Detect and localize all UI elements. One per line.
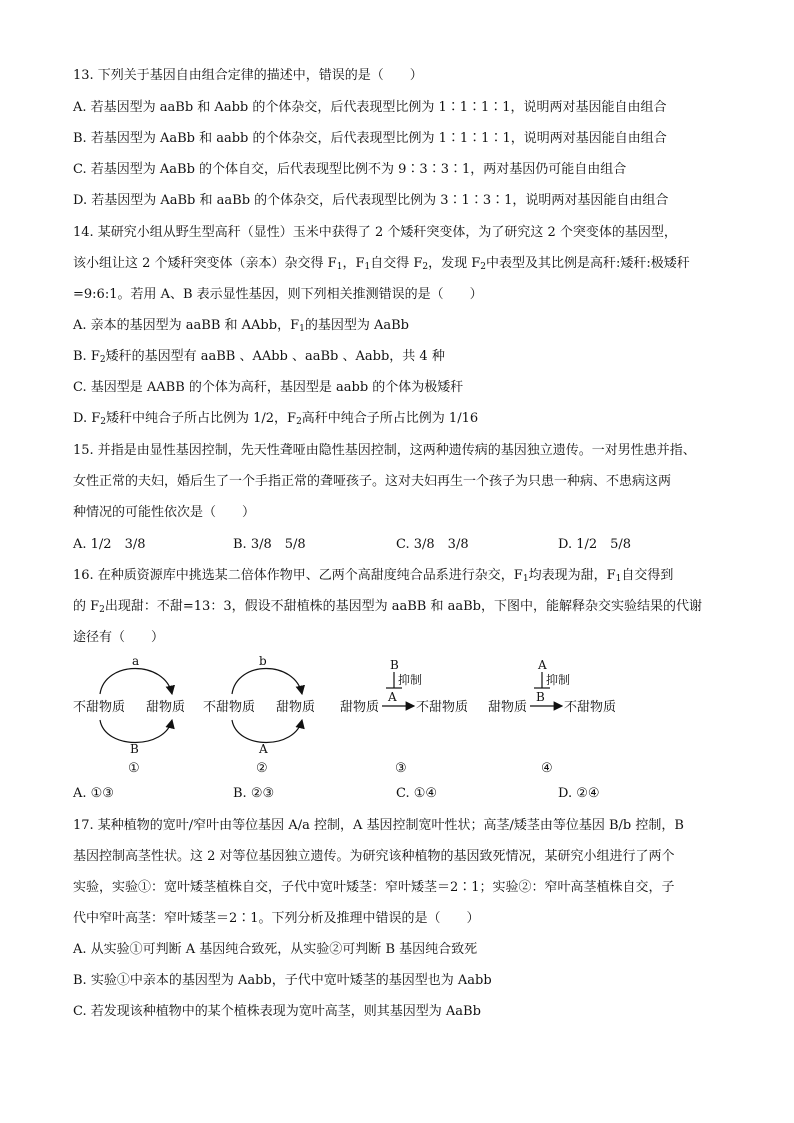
q16-option-a: A. ①③ <box>73 786 114 801</box>
q16-stem-line1 <box>73 567 673 585</box>
pathway-1-top-gene: a <box>132 654 140 668</box>
q14-stem-line3: =9:6:1。若用 A、B 表示显性基因，则下列相关推测错误的是（ ） <box>73 287 483 302</box>
pathway-2-left-substance: 不甜物质 <box>203 700 256 715</box>
q14-text: ，F <box>342 256 365 271</box>
pathway-2-bottom-gene: A <box>259 742 268 756</box>
pathway-1-left-substance: 不甜物质 <box>73 700 126 715</box>
q17-option-b: B. 实验①中亲本的基因型为 Aabb，子代中宽叶矮茎的基因型也为 Aabb <box>73 973 492 988</box>
pathway-4-label: ④ <box>541 761 553 776</box>
pathway-2 <box>203 654 315 776</box>
pathway-3-inhibitor-gene: B <box>390 658 399 672</box>
q17-option-c: C. 若发现该种植物中的某个植株表现为宽叶高茎，则其基因型为 AaBb <box>73 1004 481 1019</box>
q14-text: 高秆中纯合子所占比例为 1/16 <box>301 411 479 426</box>
q16-stem-line3: 途径有（ ） <box>73 630 165 645</box>
pathway-4-inhibitor-gene: A <box>538 658 547 672</box>
q16-text: 均表现为甜，F <box>528 568 616 583</box>
q13-option-d: D. 若基因型为 AaBb 和 aaBb 的个体杂交，后代表现型比例为 3∶1∶3∶1，说明两对基因能自由组合 <box>73 193 669 208</box>
q13-option-b: B. 若基因型为 AaBb 和 aabb 的个体杂交，后代表现型比例为 1∶1∶1∶1，说明两对基因能自由组合 <box>73 131 667 146</box>
subscript: 2 <box>99 605 105 615</box>
q17-option-a: A. 从实验①可判断 A 基因纯合致死，从实验②可判断 B 基因纯合致死 <box>73 942 478 957</box>
q16-text: 自交得到 <box>621 568 674 583</box>
q14-option-a <box>73 317 409 335</box>
pathway-4-enzyme-gene: B <box>536 690 545 704</box>
pathway-1-bottom-arrow <box>100 720 172 743</box>
pathway-4-right-substance: 不甜物质 <box>564 700 617 715</box>
subscript: 1 <box>299 324 305 334</box>
subscript: 1 <box>615 574 622 584</box>
q14-text: 矮秆的基因型有 aaBB 、AAbb 、aaBb 、Aabb，共 4 种 <box>105 349 445 364</box>
q14-text: D. F <box>73 411 101 426</box>
q17-stem-line1: 17. 某种植物的宽叶/窄叶由等位基因 A/a 控制，A 基因控制宽叶性状；高茎/矮茎由等位基因 B/b 控制，B <box>73 818 684 833</box>
q14-text: B. F <box>73 349 100 364</box>
q15-option-a: A. 1/2 3/8 <box>73 537 146 552</box>
q14-option-d <box>73 410 478 428</box>
metabolic-pathway-diagram <box>60 650 660 780</box>
pathway-2-top-arrow <box>232 669 302 695</box>
q14-text: ，发现 F <box>428 256 481 271</box>
q14-stem-line2 <box>73 255 690 273</box>
pathway-2-top-gene: b <box>259 654 267 668</box>
q14-stem-line1: 14. 某研究小组从野生型高秆（显性）玉米中获得了 2 个矮秆突变体，为了研究这 2 个突变体的基因型， <box>73 225 677 240</box>
pathway-1 <box>73 654 185 776</box>
q14-text: A. 亲本的基因型为 aaBB 和 AAbb，F <box>73 318 300 333</box>
pathway-1-right-substance: 甜物质 <box>146 700 186 715</box>
pathway-3-inhibit-text: 抑制 <box>398 673 423 687</box>
q16-stem-line2 <box>73 598 702 616</box>
pathway-1-top-arrow <box>100 669 172 695</box>
q17-stem-line2: 基因控制高茎性状。这 2 对等位基因独立遗传。为研究该种植物的基因致死情况，某研究小组进行了两个 <box>73 849 675 864</box>
pathway-2-bottom-arrow <box>232 720 302 743</box>
pathway-2-right-substance: 甜物质 <box>276 700 316 715</box>
q17-stem-line3: 实验，实验①：宽叶矮茎植株自交，子代中宽叶矮茎：窄叶矮茎＝2∶1；实验②：窄叶高茎植株自交，子 <box>73 880 675 895</box>
pathway-4 <box>488 658 616 776</box>
subscript: 2 <box>100 417 106 427</box>
q16-option-c: C. ①④ <box>396 786 438 801</box>
q15-option-d: D. 1/2 5/8 <box>558 537 632 552</box>
pathway-4-left-substance: 甜物质 <box>488 700 528 715</box>
q14-text: 矮秆中纯合子所占比例为 1/2，F <box>105 411 297 426</box>
q16-option-b: B. ②③ <box>233 786 275 801</box>
q16-text: 的 F <box>73 599 100 614</box>
q15-stem-line3: 种情况的可能性依次是（ ） <box>73 505 256 520</box>
pathway-4-inhibit-text: 抑制 <box>546 673 571 687</box>
q16-text: 16. 在种质资源库中挑选某二倍体作物甲、乙两个高甜度纯合品系进行杂交，F <box>73 568 523 583</box>
pathway-3-enzyme-gene: A <box>388 690 397 704</box>
q15-stem-line2: 女性正常的夫妇，婚后生了一个手指正常的聋哑孩子。这对夫妇再生一个孩子为只患一种病、不患病这两 <box>73 474 672 489</box>
q13-option-c: C. 若基因型为 AaBb 的个体自交，后代表现型比例不为 9∶3∶3∶1，两对基因仍可能自由组合 <box>73 162 627 177</box>
q14-text: 自交得 F <box>370 256 423 271</box>
q16-option-d: D. ②④ <box>558 786 600 801</box>
subscript: 2 <box>422 262 429 272</box>
pathway-1-label: ① <box>128 761 140 776</box>
q14-option-b <box>73 348 445 366</box>
q14-option-c: C. 基因型是 AABB 的个体为高秆，基因型是 aabb 的个体为极矮秆 <box>73 380 464 395</box>
q13-option-a: A. 若基因型为 aaBb 和 Aabb 的个体杂交，后代表现型比例为 1∶1∶1∶1，说明两对基因能自由组合 <box>73 100 667 115</box>
pathway-3 <box>340 658 468 776</box>
q15-stem-line1: 15. 并指是由显性基因控制，先天性聋哑由隐性基因控制，这两种遗传病的基因独立遗传。一对男性患并指、 <box>73 443 696 458</box>
q17-stem-line4: 代中窄叶高茎：窄叶矮茎＝2∶1。下列分析及推理中错误的是（ ） <box>73 911 480 926</box>
q15-option-b: B. 3/8 5/8 <box>233 537 306 552</box>
subscript: 2 <box>296 417 302 427</box>
pathway-2-label: ② <box>256 761 268 776</box>
q14-text: 该小组让这 2 个矮秆突变体（亲本）杂交得 F <box>73 256 337 271</box>
q13-stem: 13. 下列关于基因自由组合定律的描述中，错误的是（ ） <box>73 68 423 83</box>
q16-text: 出现甜：不甜=13：3，假设不甜植株的基因型为 aaBB 和 aaBb，下图中，能解释杂交实验结果的代谢 <box>104 599 702 614</box>
q14-text: 的基因型为 AaBb <box>304 318 409 333</box>
subscript: 2 <box>480 262 486 272</box>
subscript: 1 <box>522 574 529 584</box>
q15-option-c: C. 3/8 3/8 <box>396 537 469 552</box>
subscript: 1 <box>336 262 343 272</box>
q14-text: 中表型及其比例是高秆:矮秆:极矮秆 <box>485 256 690 271</box>
pathway-1-bottom-gene: B <box>130 742 139 756</box>
pathway-3-left-substance: 甜物质 <box>340 700 380 715</box>
subscript: 1 <box>364 262 371 272</box>
pathway-3-label: ③ <box>395 761 407 776</box>
pathway-3-right-substance: 不甜物质 <box>416 700 469 715</box>
subscript: 2 <box>99 355 106 365</box>
